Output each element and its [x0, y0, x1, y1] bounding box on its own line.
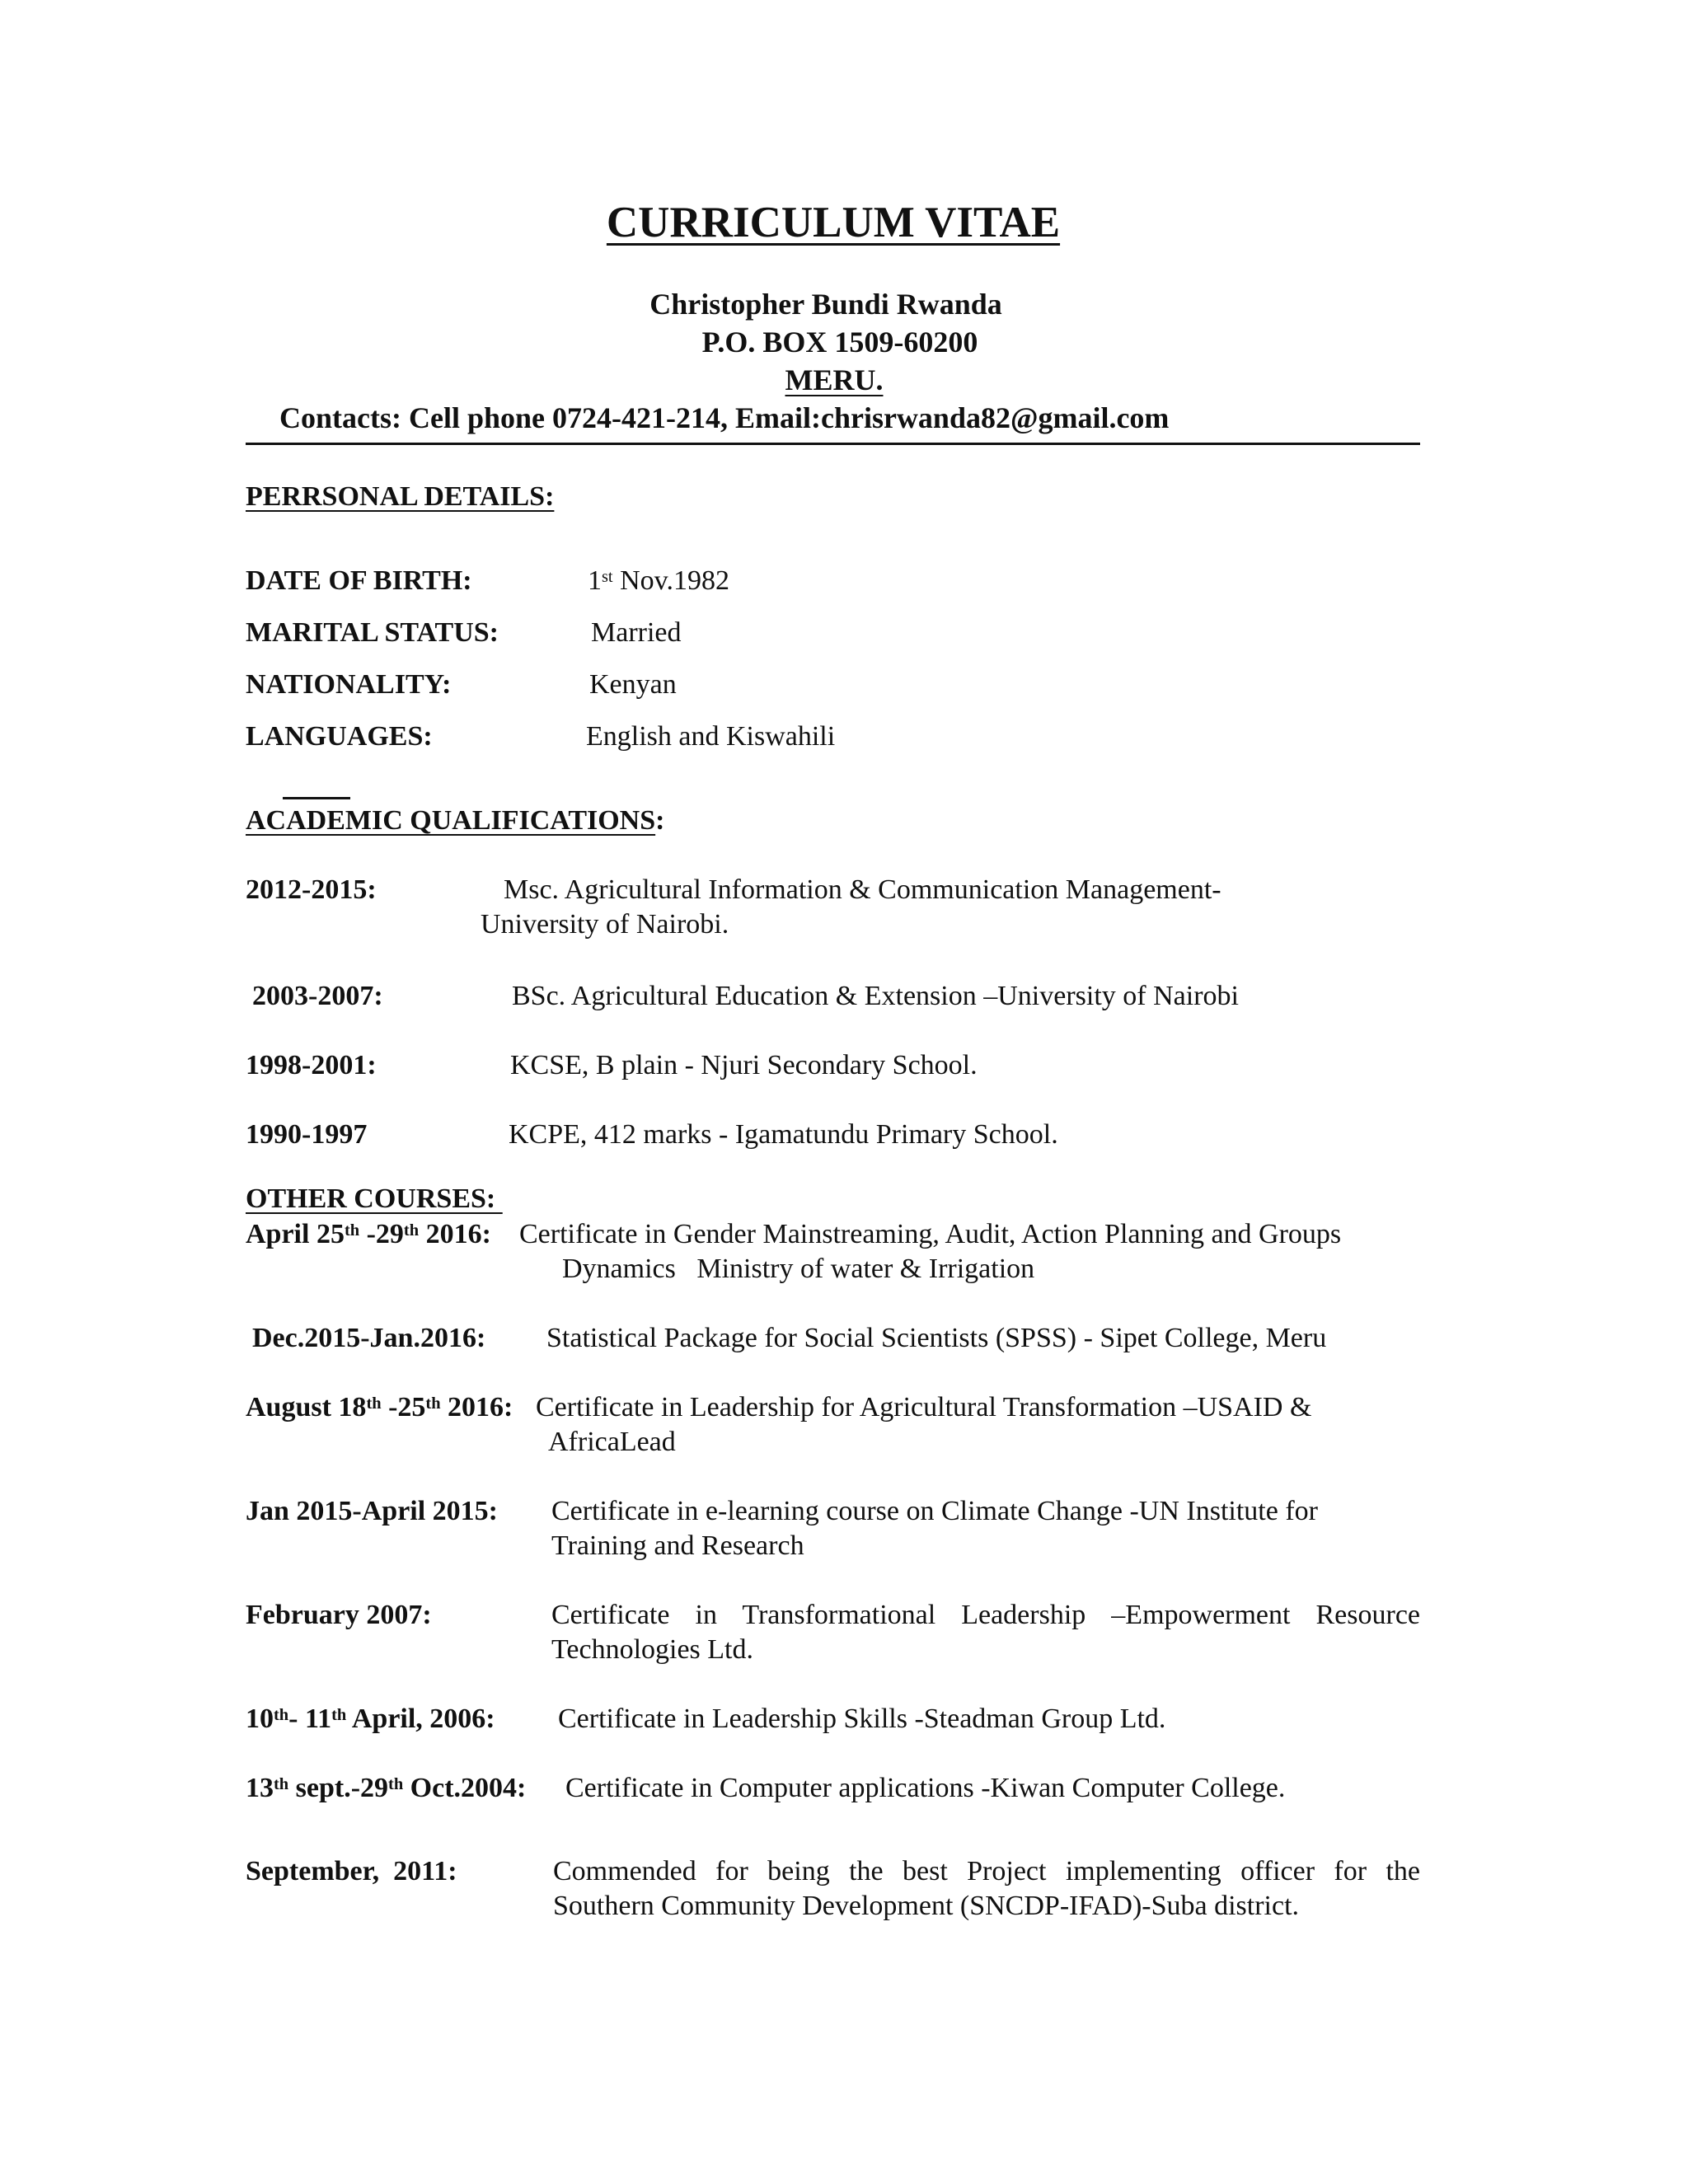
academic-entry: KCPE, 412 marks - Igamatundu Primary School.	[509, 1119, 1058, 1150]
academic-years: 2003-2007:	[252, 981, 383, 1011]
course-entry-cont: Technologies Ltd.	[551, 1634, 754, 1665]
contact-line: Contacts: Cell phone 0724-421-214, Email:chrisrwanda82@gmail.com	[279, 401, 1170, 434]
nationality-label: NATIONALITY:	[246, 669, 452, 700]
course-entry: Certificate in e-learning course on Climate Change -UN Institute for	[551, 1496, 1318, 1526]
academic-years: 1998-2001:	[246, 1050, 377, 1080]
course-date: Dec.2015-Jan.2016:	[252, 1323, 486, 1353]
course-date: April 25th -29th 2016:	[246, 1219, 491, 1249]
course-entry-cont: Training and Research	[551, 1530, 804, 1561]
academic-years: 1990-1997	[246, 1119, 368, 1150]
course-date: 10th- 11th April, 2006:	[246, 1704, 495, 1734]
course-date: August 18th -25th 2016:	[246, 1392, 513, 1422]
course-entry: Certificate in Computer applications -Kiwan Computer College.	[565, 1773, 1286, 1803]
course-entry: Certificate in Leadership for Agricultural Transformation –USAID &	[536, 1392, 1312, 1422]
course-entry-cont: Dynamics Ministry of water & Irrigation	[562, 1254, 1035, 1284]
town: MERU.	[785, 363, 884, 396]
dob-label: DATE OF BIRTH:	[246, 565, 472, 596]
course-entry: Certificate in Leadership Skills -Steadman Group Ltd.	[558, 1704, 1166, 1734]
award-entry-cont: Southern Community Development (SNCDP-IFAD)-Suba district.	[553, 1891, 1300, 1921]
course-entry: Certificate in Transformational Leadership –Empowerment Resource	[551, 1600, 1420, 1630]
course-date: Jan 2015-April 2015:	[246, 1496, 498, 1526]
postal-address: P.O. BOX 1509-60200	[701, 326, 978, 359]
academic-years: 2012-2015:	[246, 874, 377, 905]
award-date: September, 2011:	[246, 1856, 457, 1886]
award-entry: Commended for being the best Project implementing officer for the	[553, 1856, 1420, 1886]
nationality-value: Kenyan	[589, 669, 677, 700]
languages-value: English and Kiswahili	[586, 721, 836, 752]
document-title: CURRICULUM VITAE	[606, 199, 1061, 246]
course-date: February 2007:	[246, 1600, 432, 1630]
course-entry-cont: AfricaLead	[548, 1427, 676, 1457]
underline-stub	[283, 797, 350, 799]
course-entry: Certificate in Gender Mainstreaming, Audit, Action Planning and Groups	[519, 1219, 1342, 1249]
academic-entry: KCSE, B plain - Njuri Secondary School.	[510, 1050, 978, 1080]
marital-status-value: Married	[591, 617, 682, 648]
header-divider	[246, 443, 1420, 445]
marital-status-label: MARITAL STATUS:	[246, 617, 499, 648]
personal-details-heading: PERRSONAL DETAILS:	[246, 481, 555, 512]
academic-heading: ACADEMIC QUALIFICATIONS:	[246, 805, 665, 836]
academic-entry: Msc. Agricultural Information & Communication Management-	[504, 874, 1221, 905]
dob-value: 1st Nov.1982	[588, 565, 729, 596]
candidate-name: Christopher Bundi Rwanda	[649, 288, 1002, 321]
academic-entry-cont: University of Nairobi.	[481, 909, 729, 940]
other-courses-heading: OTHER COURSES:	[246, 1183, 503, 1214]
course-entry: Statistical Package for Social Scientists (SPSS) - Sipet College, Meru	[546, 1323, 1327, 1353]
languages-label: LANGUAGES:	[246, 721, 433, 752]
academic-entry: BSc. Agricultural Education & Extension –University of Nairobi	[512, 981, 1239, 1011]
course-date: 13th sept.-29th Oct.2004:	[246, 1773, 527, 1803]
